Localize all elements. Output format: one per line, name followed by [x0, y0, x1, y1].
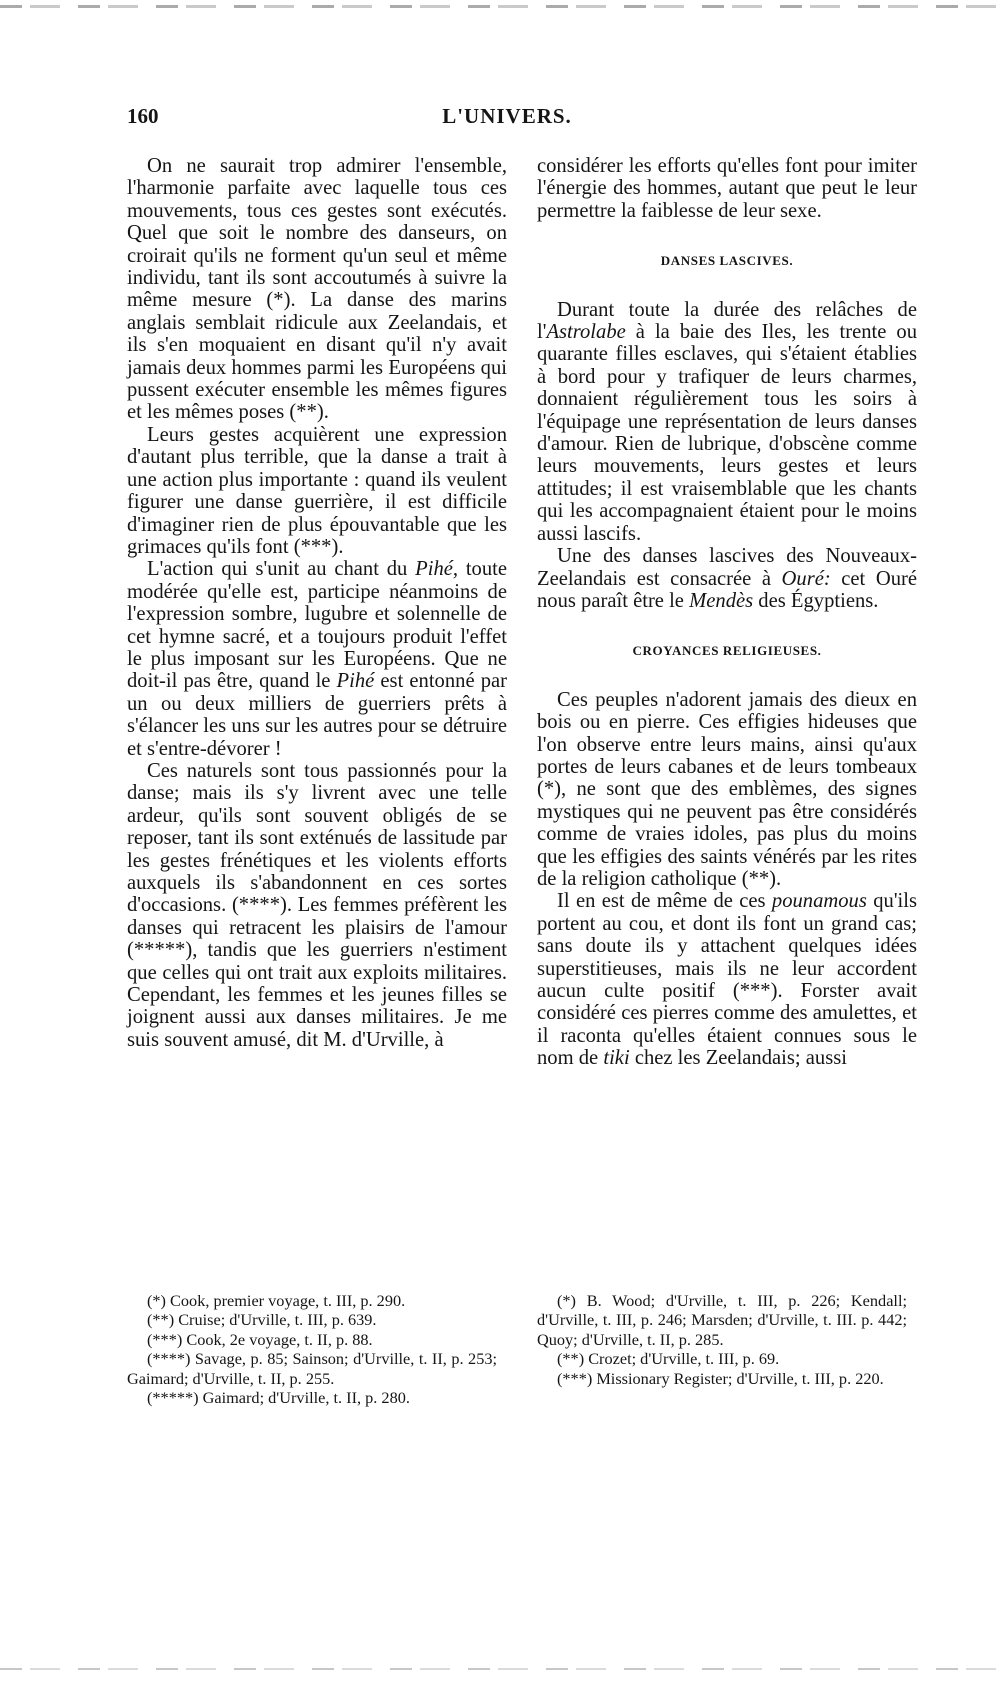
text: chez les Zeelandais; aussi — [629, 1047, 847, 1070]
section-heading-croyances-religieuses: CROYANCES RELIGIEUSES. — [632, 643, 822, 659]
paragraph: Leurs gestes acquièrent une expression d'autant plus terrible, que la danse a trait à une action plus importante : quand ils veulent figurer une danse guerrière, il est difficile d'imaginer rien de plus épouvantable que les grimaces qu'ils font (***). — [127, 423, 507, 558]
text: toute modérée qu'elle est, participe néanmoins de l'expression sombre, lugubre et solennelle de cet hymne sacré, et a toujours produit l'effet le plus imposant sur les Européens. Que ne doit-il pas être, quand le — [127, 558, 508, 693]
paragraph — [537, 890, 917, 1069]
text: à la baie des Iles, les trente ou quarante filles esclaves, qui s'étaient établies à bord pour y trafiquer de leurs charmes, donnaient régulièrement tous les soirs à l'équipage une représentation de leurs danses d'amour. Rien de lubrique, d'obscène comme leurs mouvements, leurs gestes et leurs attitudes; il est vraisemblable que les chants qui les accompagnaient étaient pour le moins aussi lascifs. — [537, 321, 917, 545]
italic-term: Astrolabe — [546, 321, 626, 344]
paragraph: Ces naturels sont tous passionnés pour la danse; mais ils s'y livrent avec une telle ardeur, qu'ils sont souvent obligés de se reposer, tant ils sont exténués de lassitude par les gestes frénétiques et les violents efforts auxquels ils s'abandonnent en ces sortes d'occasions. (****). Les femmes préfèrent les danses qui retracent les plaisirs de l'amour (*****), tandis que les guerriers n'estiment que celles qui ont trait aux exploits militaires. Cependant, les femmes et les jeunes filles se joignent aussi aux danses militaires. Je me suis souvent amusé, dit M. d'Urville, à — [127, 759, 507, 1051]
running-title: L'UNIVERS. — [442, 104, 572, 128]
footnote: (*****) Gaimard; d'Urville, t. II, p. 280. — [147, 1388, 410, 1408]
footnotes-right — [537, 1291, 907, 1388]
text: Une des danses lascives des Nouveaux-Zeelandais est consacrée à — [537, 545, 917, 590]
text: est entonné par un ou deux milliers de guerriers prêts à s'élancer les uns sur les autres pour se détruire et s'entre-dévorer ! — [127, 670, 507, 760]
footnote: (****) Savage, p. 85; Sainson; d'Urville, t. II, p. 253; Gaimard; d'Urville, t. II, p. 255. — [127, 1349, 497, 1388]
text: Il en est de même de ces — [557, 890, 772, 913]
italic-term: pounamous — [771, 890, 867, 913]
paragraph: Ces peuples n'adorent jamais des dieux en bois ou en pierre. Ces effigies hideuses que l'on observe entre leurs mains, ainsi qu'aux portes de leurs cabanes et de leurs tombeaux (*), ne sont que des emblèmes, des signes mystiques qui ne peuvent pas être considérés comme de vraies idoles, pas plus du moins que les effigies des saints vénérés par les rites de la religion catholique (**). — [537, 688, 917, 890]
italic-term: tiki — [603, 1047, 630, 1070]
paragraph — [537, 299, 917, 545]
footnote: (*) B. Wood; d'Urville, t. III, p. 226; Kendall; d'Urville, t. III, p. 246; Marsden; d'Urville, t. III. p. 442; Quoy; d'Urville, t. II, p. 285. — [537, 1291, 907, 1349]
paragraph: On ne saurait trop admirer l'ensemble, l'harmonie parfaite avec laquelle tous ces mouvements, tous ces gestes sont exécutés. Quel que soit le nombre des danseurs, on croirait qu'ils ne forment qu'un seul et même individu, tant ils sont accoutumés à suivre la même mesure (*). La danse des marins anglais semblait ridicule aux Zeelandais, et ils s'en moquaient en disant qu'il n'y avait jamais deux hommes parmi les Européens qui pussent exécuter ensemble les mêmes figures et les mêmes poses (**). — [127, 155, 507, 424]
scan-edge-bottom — [0, 1668, 1000, 1670]
footnote: (**) Crozet; d'Urville, t. III, p. 69. — [557, 1349, 780, 1369]
paragraph — [537, 545, 917, 612]
page-number: 160 — [127, 104, 159, 128]
italic-term: Ouré: — [781, 567, 831, 590]
paragraph-continuation: considérer les efforts qu'elles font pour imiter l'énergie des hommes, autant que peut le leur permettre la faiblesse de leur sexe. — [537, 155, 917, 222]
right-column — [537, 155, 917, 1070]
text: cet Ouré nous paraît être le — [537, 567, 917, 612]
text: qu'ils portent au cou, et dont ils font un grand cas; sans doute ils y attachent quelques idées superstitieuses, mais ils ne leur accordent aucun culte positif (***). Forster avait considéré ces pierres comme des amulettes, et il raconta qu'elles étaient connues sous le nom de — [537, 890, 917, 1070]
left-column — [127, 155, 507, 1051]
italic-term: Pihé — [336, 670, 375, 693]
footnote: (***) Cook, 2e voyage, t. II, p. 88. — [147, 1329, 373, 1349]
text: des Égyptiens. — [753, 589, 879, 612]
scan-edge-top — [0, 5, 1000, 8]
footnote: (*) Cook, premier voyage, t. III, p. 290. — [147, 1291, 406, 1310]
text: Durant toute la durée des relâches de l' — [537, 298, 917, 344]
footnotes-left — [127, 1291, 497, 1407]
footnote: (***) Missionary Register; d'Urville, t. III, p. 220. — [557, 1368, 884, 1388]
italic-term: Mendès — [689, 589, 754, 612]
text: L'action qui s'unit au chant du — [147, 558, 416, 581]
section-heading-danses-lascives: DANSES LASCIVES. — [660, 253, 794, 269]
paragraph-pihe — [127, 558, 507, 760]
footnote: (**) Cruise; d'Urville, t. III, p. 639. — [147, 1310, 377, 1330]
italic-term: Pihé, — [415, 558, 459, 581]
running-head — [127, 104, 887, 138]
